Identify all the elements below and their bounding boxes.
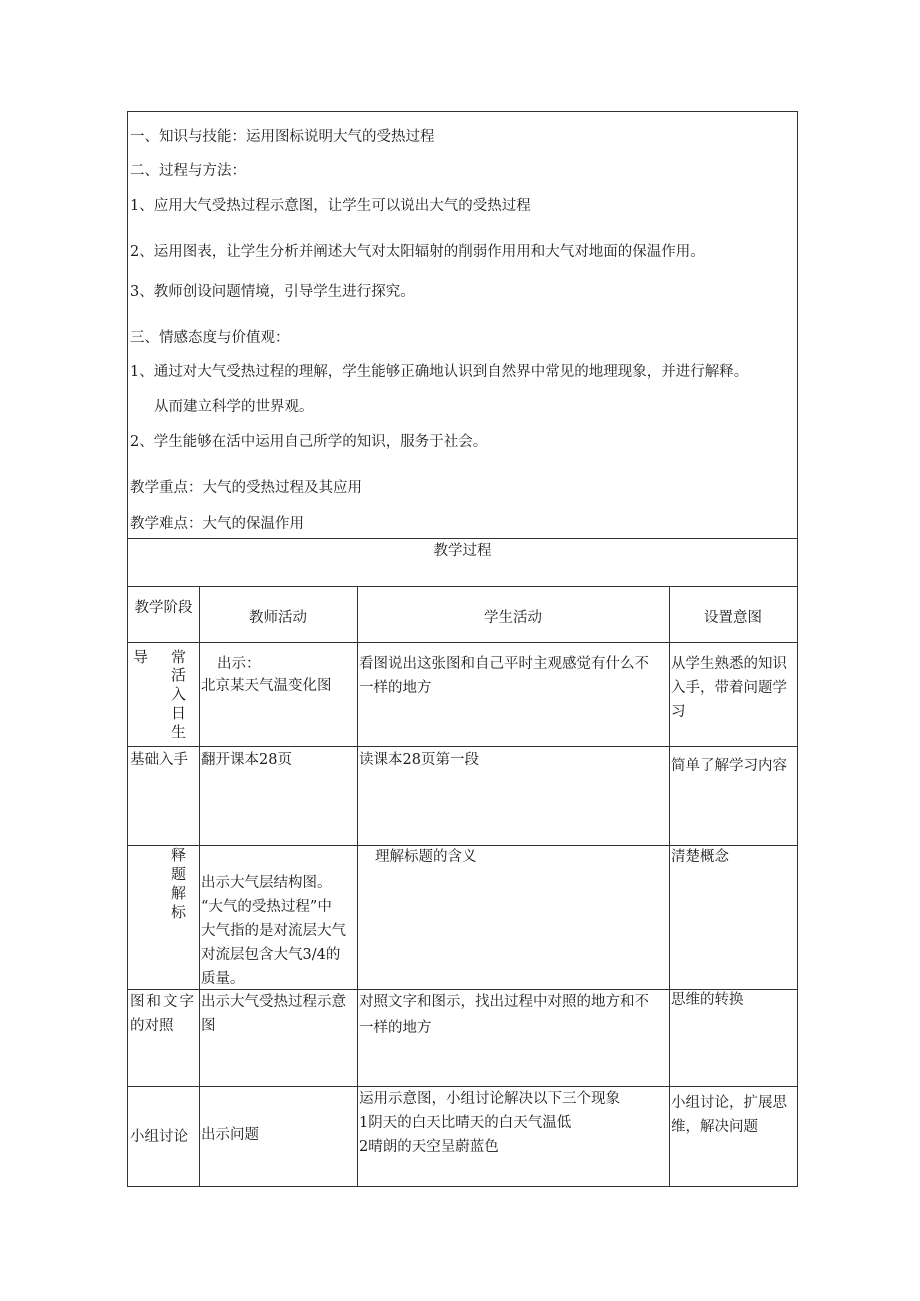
objectives-section — [128, 112, 797, 538]
stage-label: 的对照 — [130, 1018, 174, 1034]
objective-attitude-1: 1、通过对大气受热过程的理解，学生能够正确地认识到自然界中常见的地理现象，并进行解释。 — [130, 364, 749, 380]
lesson-plan-frame — [127, 111, 798, 1187]
design-intent: 清楚概念 — [671, 849, 729, 865]
design-intent: 小组讨论，扩展思 — [671, 1095, 787, 1111]
objective-attitude-heading: 三、情感态度与价值观： — [130, 330, 290, 346]
teacher-activity: 对流层包含大气3/4的 — [201, 947, 341, 963]
design-intent: 从学生熟悉的知识 — [671, 656, 787, 672]
column-divider — [669, 586, 670, 1186]
teacher-activity: 出示问题 — [201, 1127, 259, 1143]
stage-char: 解 — [171, 884, 187, 902]
objective-process-2: 2、运用图表，让学生分析并阐述大气对太阳辐射的削弱作用用和大气对地面的保温作用。 — [130, 244, 705, 260]
objective-attitude-2: 2、学生能够在活中运用自己所学的知识，服务于社会。 — [130, 434, 488, 450]
objective-process-3: 3、教师创设问题情境，引导学生进行探究。 — [130, 284, 415, 300]
stage-char: 题 — [171, 865, 187, 883]
teacher-activity: 北京某天气温变化图 — [201, 678, 332, 694]
teacher-activity: 出示大气受热过程示意 — [201, 994, 346, 1010]
objective-process-heading: 二、过程与方法： — [130, 163, 246, 179]
stage-char: 日 — [171, 704, 187, 722]
teaching-difficulty: 教学难点：大气的保温作用 — [130, 516, 304, 532]
design-intent: 习 — [671, 704, 686, 720]
teacher-activity: 图 — [201, 1018, 216, 1034]
student-activity: 读课本28页第一段 — [359, 752, 479, 768]
process-title: 教学过程 — [433, 543, 492, 559]
objective-attitude-1-cont: 从而建立科学的世界观。 — [154, 399, 314, 415]
design-intent: 简单了解学习内容 — [671, 758, 787, 774]
teacher-activity: 质量。 — [201, 971, 245, 987]
header-stage: 教学阶段 — [134, 600, 193, 616]
teacher-activity: 大气指的是对流层大气 — [201, 923, 346, 939]
stage-label: 图和文字 — [130, 994, 196, 1010]
divider — [128, 538, 797, 539]
stage-label: 基础入手 — [130, 752, 188, 768]
divider — [128, 586, 797, 587]
teacher-activity: “大气的受热过程”中 — [201, 899, 332, 915]
teacher-activity: 出示： — [217, 656, 261, 672]
design-intent: 思维的转换 — [671, 992, 744, 1008]
column-divider — [357, 586, 358, 1186]
header-student: 学生活动 — [484, 610, 542, 626]
stage-char: 生 — [171, 723, 187, 741]
column-divider — [199, 586, 200, 1186]
header-intent: 设置意图 — [704, 610, 762, 626]
stage-char: 释 — [171, 846, 187, 864]
student-activity: 一样的地方 — [359, 680, 432, 696]
divider — [128, 1086, 797, 1087]
divider — [128, 746, 797, 747]
student-activity: 对照文字和图示，找出过程中对照的地方和不 — [359, 994, 649, 1010]
teacher-activity: 翻开课本28页 — [201, 752, 292, 768]
stage-char: 入 — [171, 685, 187, 703]
student-activity: 2晴朗的天空呈蔚蓝色 — [359, 1139, 499, 1155]
student-activity: 1阴天的白天比晴天的白天气温低 — [359, 1115, 572, 1131]
design-intent: 入手，带着问题学 — [671, 680, 787, 696]
student-activity: 理解标题的含义 — [375, 849, 477, 865]
stage-char: 活 — [171, 666, 187, 684]
objective-knowledge: 一、知识与技能：运用图标说明大气的受热过程 — [130, 129, 435, 145]
header-teacher: 教师活动 — [249, 610, 307, 626]
divider — [128, 642, 797, 643]
stage-char: 标 — [171, 903, 187, 921]
student-activity: 看图说出这张图和自己平时主观感觉有什么不 — [359, 656, 649, 672]
stage-char: 导 — [133, 648, 149, 666]
objective-process-1: 1、应用大气受热过程示意图，让学生可以说出大气的受热过程 — [130, 198, 531, 214]
teacher-activity: 出示大气层结构图。 — [201, 875, 332, 891]
stage-label: 小组讨论 — [130, 1129, 188, 1145]
design-intent: 维，解决问题 — [671, 1119, 758, 1135]
stage-char: 常 — [171, 648, 187, 666]
student-activity: 运用示意图，小组讨论解决以下三个现象 — [359, 1091, 620, 1107]
teaching-focus: 教学重点：大气的受热过程及其应用 — [130, 480, 362, 496]
student-activity: 一样的地方 — [359, 1020, 432, 1036]
